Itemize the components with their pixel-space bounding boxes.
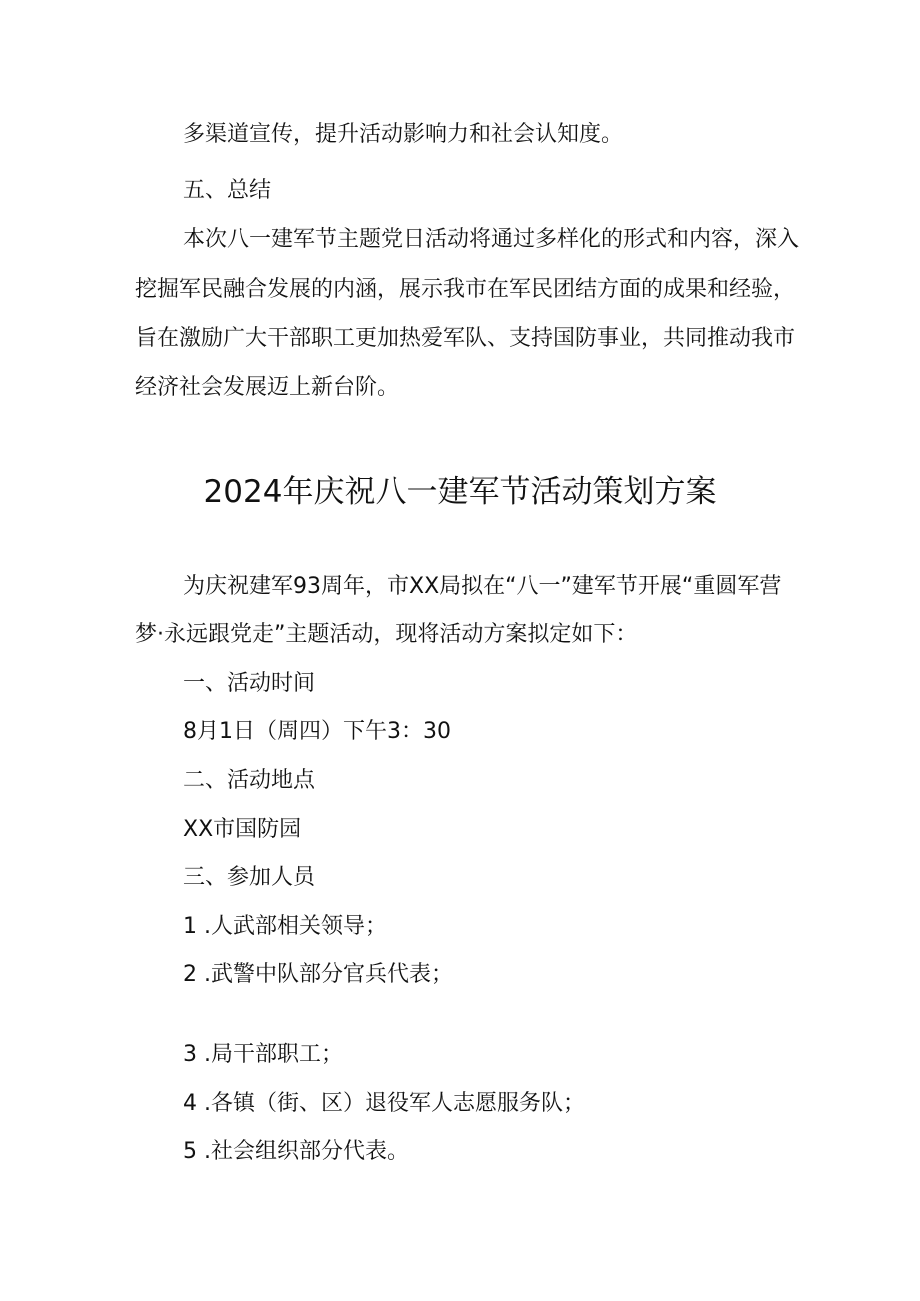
people-item-3: 3 .局干部职工； <box>183 1042 343 1067</box>
heading-people: 三、参加人员 <box>183 865 316 890</box>
heading-summary: 五、总结 <box>183 178 272 203</box>
summary-line-2: 挖掘军民融合发展的内涵，展示我市在军民团结方面的成果和经验， <box>135 277 796 302</box>
paragraph-continuation: 多渠道宣传，提升活动影响力和社会认知度。 <box>183 122 624 147</box>
people-item-1: 1 .人武部相关领导； <box>183 914 387 939</box>
time-value: 8月1日（周四）下午3：30 <box>183 719 451 744</box>
people-item-5: 5 .社会组织部分代表。 <box>183 1139 409 1164</box>
people-item-4: 4 .各镇（街、区）退役军人志愿服务队； <box>183 1091 585 1116</box>
place-value: XX市国防园 <box>183 817 302 842</box>
intro-line-1: 为庆祝建军93周年，市XX局拟在“八一”建军节开展“重圆军营 <box>183 574 782 599</box>
people-item-2: 2 .武警中队部分官兵代表； <box>183 962 453 987</box>
document-title: 2024年庆祝八一建军节活动策划方案 <box>203 474 717 510</box>
summary-line-1: 本次八一建军节主题党日活动将通过多样化的形式和内容，深入 <box>183 227 800 252</box>
heading-time: 一、活动时间 <box>183 671 316 696</box>
summary-line-3: 旨在激励广大干部职工更加热爱军队、支持国防事业，共同推动我市 <box>135 326 796 351</box>
summary-line-4: 经济社会发展迈上新台阶。 <box>135 375 400 400</box>
intro-line-2: 梦·永远跟党走”主题活动，现将活动方案拟定如下： <box>135 622 638 647</box>
heading-place: 二、活动地点 <box>183 768 316 793</box>
